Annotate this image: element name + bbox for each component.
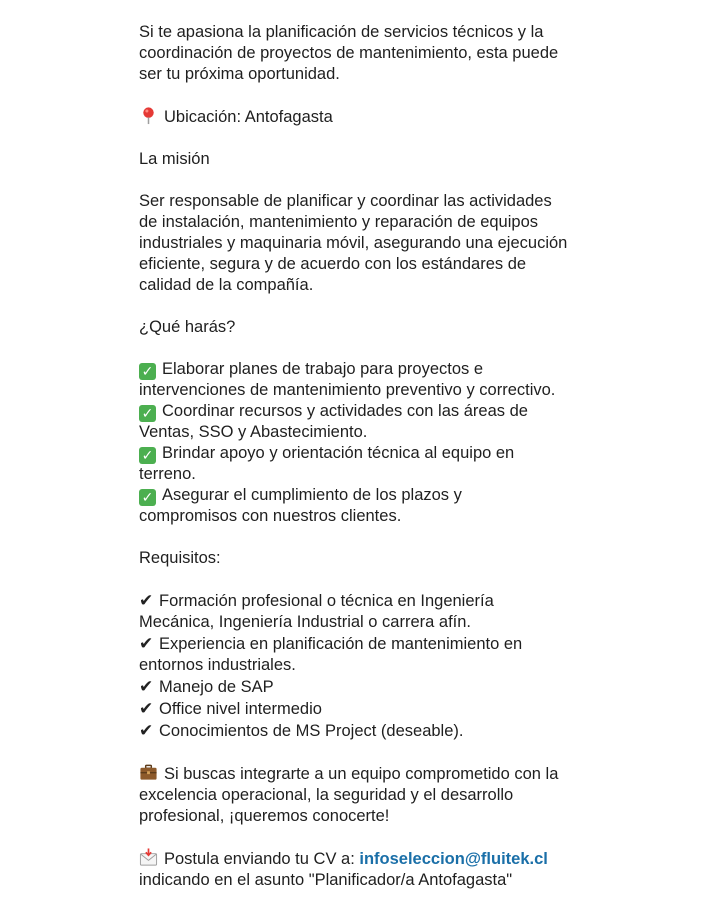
check-mark-icon: ✔: [139, 677, 154, 696]
task-item: ✓ Elaborar planes de trabajo para proyectos e: [139, 359, 589, 380]
mission-line: industriales y maquinaria móvil, asegurando una ejecución: [139, 234, 568, 252]
task-item: ✓ Brindar apoyo y orientación técnica al equipo en: [139, 443, 589, 464]
mission-line: Ser responsable de planificar y coordinar las actividades: [139, 192, 552, 210]
envelope-icon: [139, 848, 158, 867]
apply-prefix: Postula enviando tu CV a:: [164, 850, 360, 868]
requirement-item: ✔ Office nivel intermedio: [139, 699, 322, 718]
task-item-continuation: Ventas, SSO y Abastecimiento.: [139, 423, 368, 441]
apply-subject-line: indicando en el asunto "Planificador/a Antofagasta": [139, 871, 513, 889]
location-line: [139, 106, 589, 128]
location-text: Ubicación: Antofagasta: [164, 108, 333, 126]
check-mark-button-icon: ✓: [139, 405, 156, 422]
check-mark-icon: ✔: [139, 699, 154, 718]
requirement-item: ✔ Formación profesional o técnica en Ingeniería: [139, 591, 494, 610]
mission-line: eficiente, segura y de acuerdo con los estándares de: [139, 255, 527, 273]
requirement-item: ✔ Manejo de SAP: [139, 677, 274, 696]
requirement-item: ✔ Conocimientos de MS Project (deseable).: [139, 721, 464, 740]
apply-paragraph: [139, 848, 589, 891]
closing-line: profesional, ¡queremos conocerte!: [139, 807, 390, 825]
closing-line: Si buscas integrarte a un equipo comprometido con la: [164, 765, 559, 783]
tasks-heading: ¿Qué harás?: [139, 318, 236, 336]
task-item-continuation: compromisos con nuestros clientes.: [139, 507, 402, 525]
tasks-list: [139, 359, 589, 527]
job-posting: [139, 22, 589, 891]
task-item: ✓ Coordinar recursos y actividades con las áreas de: [139, 401, 589, 422]
mission-paragraph: [139, 191, 589, 296]
task-item-continuation: terreno.: [139, 465, 196, 483]
email-link[interactable]: infoseleccion@fluitek.cl: [359, 850, 548, 868]
requirements-list: [139, 590, 589, 742]
requirement-item-continuation: entornos industriales.: [139, 656, 296, 674]
briefcase-icon: [139, 763, 158, 782]
task-item: ✓ Asegurar el cumplimiento de los plazos y: [139, 485, 589, 506]
check-mark-icon: ✔: [139, 591, 154, 610]
intro-line: ser tu próxima oportunidad.: [139, 65, 340, 83]
mission-line: de instalación, mantenimiento y reparación de equipos: [139, 213, 538, 231]
pin-icon: [139, 106, 158, 125]
check-mark-button-icon: ✓: [139, 447, 156, 464]
requirement-item-continuation: Mecánica, Ingeniería Industrial o carrera afín.: [139, 613, 472, 631]
intro-paragraph: [139, 22, 589, 85]
intro-line: Si te apasiona la planificación de servicios técnicos y la: [139, 23, 544, 41]
closing-paragraph: [139, 763, 589, 827]
check-mark-icon: ✔: [139, 721, 154, 740]
closing-line: excelencia operacional, la seguridad y el desarrollo: [139, 786, 514, 804]
task-item-continuation: intervenciones de mantenimiento preventivo y correctivo.: [139, 381, 556, 399]
requirement-item: ✔ Experiencia en planificación de mantenimiento en: [139, 634, 523, 653]
mission-line: calidad de la compañía.: [139, 276, 314, 294]
check-mark-button-icon: ✓: [139, 489, 156, 506]
check-mark-button-icon: ✓: [139, 363, 156, 380]
requirements-heading: Requisitos:: [139, 549, 221, 567]
check-mark-icon: ✔: [139, 634, 154, 653]
mission-heading: La misión: [139, 150, 210, 168]
intro-line: coordinación de proyectos de mantenimiento, esta puede: [139, 44, 559, 62]
